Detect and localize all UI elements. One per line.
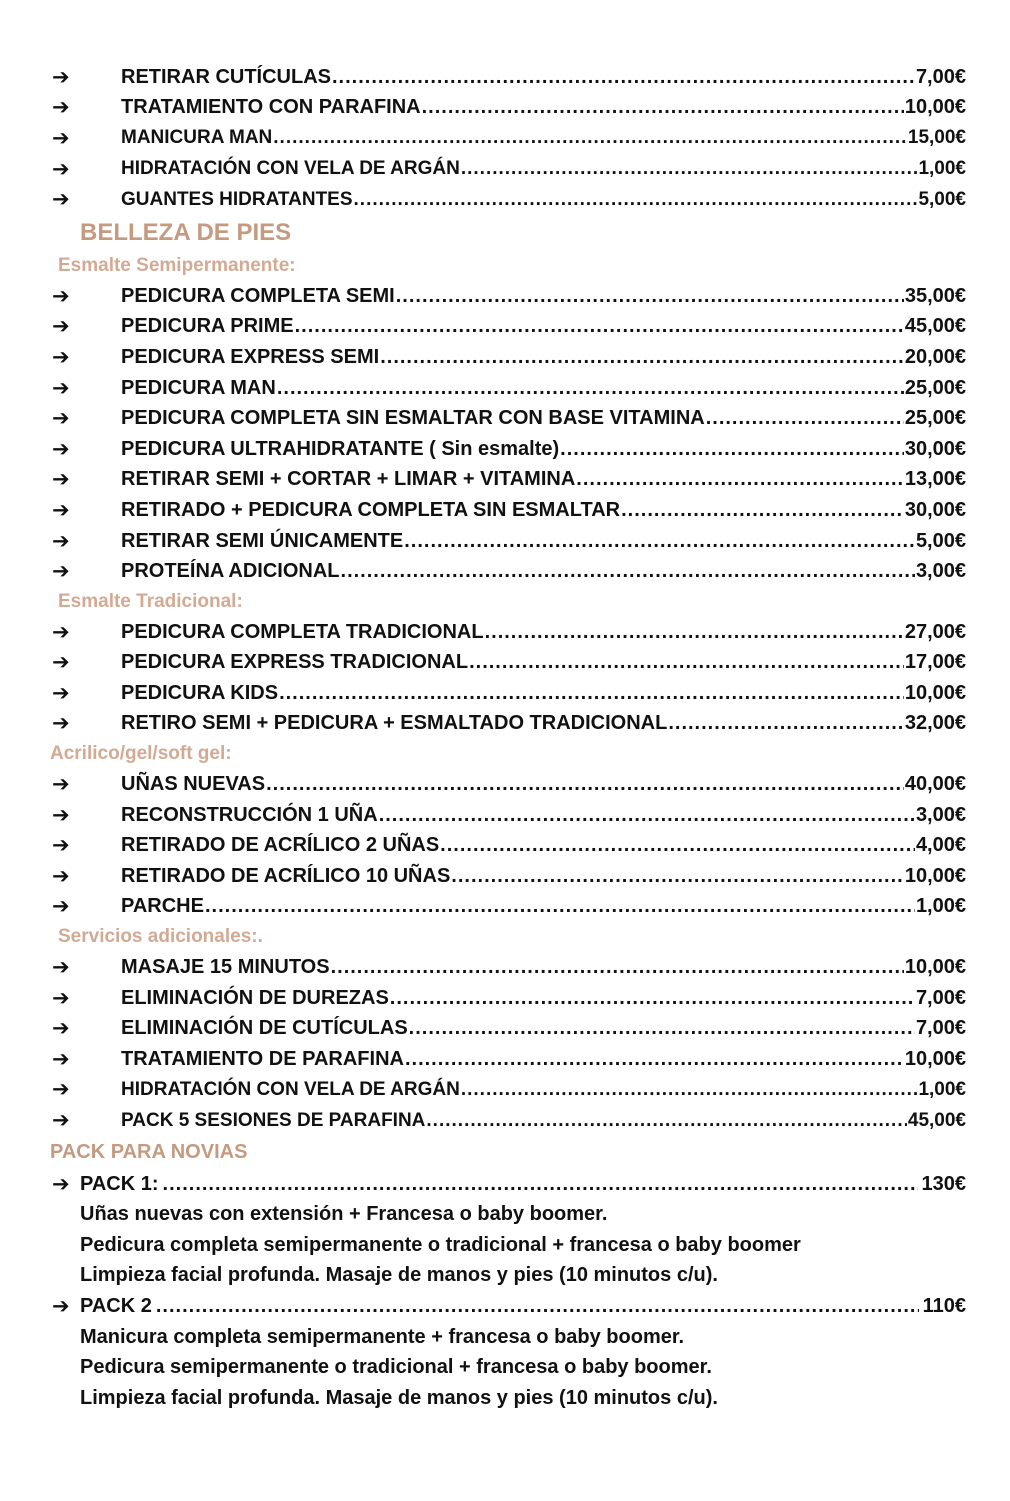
arrow-icon: ➔ — [52, 437, 70, 461]
service-price: 45,00€ — [904, 315, 966, 338]
pack-row — [0, 1291, 1010, 1322]
dot-leader — [341, 560, 915, 583]
price-row-content — [121, 499, 966, 522]
price-row — [0, 342, 1010, 373]
service-price: 1,00€ — [918, 158, 966, 180]
service-price: 35,00€ — [904, 284, 966, 307]
service-price: 32,00€ — [904, 712, 966, 735]
subsection-title-semi: Esmalte Semipermanente: — [58, 254, 296, 276]
subsection-title-adicionales: Servicios adicionales:. — [58, 926, 263, 948]
price-row — [0, 678, 1010, 709]
dot-leader — [156, 1295, 919, 1318]
subsection-title-acrilico: Acrilico/gel/soft gel: — [50, 743, 232, 765]
dot-leader — [668, 712, 904, 735]
service-name: PEDICURA EXPRESS SEMI — [121, 345, 380, 368]
service-price: 25,00€ — [904, 407, 966, 430]
arrow-icon: ➔ — [52, 188, 70, 212]
service-price: 1,00€ — [915, 895, 966, 918]
service-price: 17,00€ — [904, 651, 966, 674]
service-price: 3,00€ — [915, 560, 966, 583]
dot-leader — [379, 804, 915, 827]
service-name: PEDICURA COMPLETA TRADICIONAL — [121, 620, 484, 643]
price-row-content — [121, 1017, 966, 1040]
price-row — [0, 983, 1010, 1014]
dot-leader — [163, 1173, 918, 1196]
service-price: 13,00€ — [904, 468, 966, 491]
price-row — [0, 373, 1010, 404]
service-name: GUANTES HIDRATANTES — [121, 188, 353, 210]
pack-description-line: Pedicura semipermanente o tradicional + francesa o baby boomer. — [80, 1356, 712, 1379]
pack-description-line: Limpieza facial profunda. Masaje de manos y pies (10 minutos c/u). — [80, 1264, 718, 1287]
price-row — [0, 62, 1010, 93]
service-name: UÑAS NUEVAS — [121, 773, 266, 796]
dot-leader — [461, 158, 918, 180]
service-price: 30,00€ — [904, 498, 966, 521]
price-row — [0, 434, 1010, 465]
price-row-content — [121, 96, 966, 119]
arrow-icon: ➔ — [52, 620, 70, 644]
service-price: 10,00€ — [904, 681, 966, 704]
arrow-icon: ➔ — [52, 681, 70, 705]
arrow-icon: ➔ — [52, 1172, 70, 1196]
dot-leader — [354, 189, 918, 211]
service-price: 4,00€ — [915, 834, 966, 857]
arrow-icon: ➔ — [52, 157, 70, 181]
price-row-content — [121, 773, 966, 796]
service-price: 40,00€ — [904, 773, 966, 796]
dot-leader — [405, 1048, 904, 1071]
service-name: MASAJE 15 MINUTOS — [121, 956, 330, 979]
price-row — [0, 1044, 1010, 1075]
service-name: ELIMINACIÓN DE CUTÍCULAS — [121, 1017, 408, 1040]
price-row-content — [121, 682, 966, 705]
arrow-icon: ➔ — [52, 284, 70, 308]
arrow-icon: ➔ — [52, 498, 70, 522]
dot-leader — [390, 987, 915, 1010]
dot-leader — [706, 407, 904, 430]
dot-leader — [451, 865, 904, 888]
dot-leader — [279, 682, 904, 705]
service-price: 7,00€ — [915, 65, 966, 88]
service-price: 10,00€ — [904, 1047, 966, 1070]
price-row-content — [121, 285, 966, 308]
arrow-icon: ➔ — [52, 65, 70, 89]
service-name: PEDICURA COMPLETA SEMI — [121, 284, 395, 307]
price-row — [0, 830, 1010, 861]
price-row — [0, 617, 1010, 648]
arrow-icon: ➔ — [52, 1294, 70, 1318]
manicure-list — [0, 62, 1010, 215]
arrow-icon: ➔ — [52, 956, 70, 980]
dot-leader — [332, 66, 915, 89]
arrow-icon: ➔ — [52, 529, 70, 553]
pack-price: 130€ — [921, 1172, 966, 1195]
pack-description-line: Pedicura completa semipermanente o tradicional + francesa o baby boomer — [80, 1233, 801, 1256]
service-price: 45,00€ — [907, 1109, 966, 1131]
section-title-novias: PACK PARA NOVIAS — [50, 1140, 248, 1163]
dot-leader — [560, 438, 904, 461]
arrow-icon: ➔ — [52, 1047, 70, 1071]
novias-list — [0, 1169, 1010, 1414]
price-row — [0, 312, 1010, 343]
price-row — [0, 861, 1010, 892]
price-row — [0, 769, 1010, 800]
price-row-content — [121, 865, 966, 888]
service-name: HIDRATACIÓN CON VELA DE ARGÁN — [121, 1078, 460, 1100]
price-row-content — [121, 1110, 966, 1132]
price-row — [0, 1013, 1010, 1044]
service-name: PROTEÍNA ADICIONAL — [121, 560, 340, 583]
arrow-icon: ➔ — [52, 895, 70, 919]
dot-leader — [273, 127, 907, 149]
service-name: RETIRO SEMI + PEDICURA + ESMALTADO TRADICIONAL — [121, 712, 668, 735]
price-row-content — [121, 1048, 966, 1071]
price-row — [0, 1105, 1010, 1136]
price-row-content — [121, 407, 966, 430]
dot-leader — [440, 834, 915, 857]
price-row-content — [121, 712, 966, 735]
price-list — [0, 62, 1010, 1414]
price-row-content — [121, 621, 966, 644]
price-row-content — [121, 987, 966, 1010]
dot-leader — [409, 1017, 915, 1040]
service-price: 7,00€ — [915, 1017, 966, 1040]
arrow-icon: ➔ — [52, 376, 70, 400]
service-name: PEDICURA EXPRESS TRADICIONAL — [121, 651, 469, 674]
arrow-icon: ➔ — [52, 803, 70, 827]
service-name: PACK 5 SESIONES DE PARAFINA — [121, 1109, 426, 1131]
price-row — [0, 403, 1010, 434]
arrow-icon: ➔ — [52, 126, 70, 150]
price-row-content — [121, 189, 966, 211]
price-row-content — [121, 530, 966, 553]
service-name: RETIRADO DE ACRÍLICO 2 UÑAS — [121, 834, 440, 857]
arrow-icon: ➔ — [52, 1109, 70, 1133]
service-name: HIDRATACIÓN CON VELA DE ARGÁN — [121, 158, 460, 180]
arrow-icon: ➔ — [52, 834, 70, 858]
price-row-content — [121, 377, 966, 400]
pack-description-line: Uñas nuevas con extensión + Francesa o baby boomer. — [80, 1203, 608, 1226]
service-price: 20,00€ — [904, 345, 966, 368]
service-name: RETIRADO + PEDICURA COMPLETA SIN ESMALTAR — [121, 498, 621, 521]
dot-leader — [331, 956, 904, 979]
dot-leader — [404, 530, 915, 553]
service-name: TRATAMIENTO CON PARAFINA — [121, 96, 421, 119]
dot-leader — [277, 377, 904, 400]
arrow-icon: ➔ — [52, 560, 70, 584]
price-row — [0, 465, 1010, 496]
arrow-icon: ➔ — [52, 864, 70, 888]
service-name: RETIRAR SEMI + CORTAR + LIMAR + VITAMINA — [121, 468, 576, 491]
service-price: 27,00€ — [904, 620, 966, 643]
pack-row — [0, 1169, 1010, 1200]
service-name: ELIMINACIÓN DE DUREZAS — [121, 986, 389, 1009]
arrow-icon: ➔ — [52, 468, 70, 492]
arrow-icon: ➔ — [52, 651, 70, 675]
dot-leader — [576, 468, 904, 491]
service-name: PARCHE — [121, 895, 204, 918]
dot-leader — [485, 621, 904, 644]
price-row-content — [121, 468, 966, 491]
service-price: 5,00€ — [915, 529, 966, 552]
price-row — [0, 556, 1010, 587]
service-price: 7,00€ — [915, 986, 966, 1009]
price-row — [0, 93, 1010, 124]
service-name: PEDICURA ULTRAHIDRATANTE ( Sin esmalte) — [121, 437, 560, 460]
service-price: 25,00€ — [904, 376, 966, 399]
service-name: MANICURA MAN — [121, 127, 273, 149]
pack-description-line: Limpieza facial profunda. Masaje de manos y pies (10 minutos c/u). — [80, 1386, 718, 1409]
service-price: 30,00€ — [904, 437, 966, 460]
arrow-icon: ➔ — [52, 96, 70, 120]
price-row-content — [121, 346, 966, 369]
price-row-content — [121, 560, 966, 583]
service-name: PEDICURA PRIME — [121, 315, 294, 338]
price-row-content — [121, 651, 966, 674]
service-name: PEDICURA COMPLETA SIN ESMALTAR CON BASE VITAMINA — [121, 407, 705, 430]
pack-description-line: Manicura completa semipermanente + francesa o baby boomer. — [80, 1325, 685, 1348]
price-row — [0, 1075, 1010, 1106]
dot-leader — [205, 895, 915, 918]
acrilico-list — [0, 769, 1010, 922]
price-row-content — [121, 1079, 966, 1101]
service-name: PEDICURA MAN — [121, 376, 276, 399]
price-row-content — [121, 895, 966, 918]
section-title-pies: BELLEZA DE PIES — [80, 218, 292, 246]
service-price: 10,00€ — [904, 864, 966, 887]
arrow-icon: ➔ — [52, 345, 70, 369]
pack-name: PACK 2 — [80, 1294, 152, 1317]
service-price: 15,00€ — [907, 127, 966, 149]
service-name: RETIRAR SEMI ÚNICAMENTE — [121, 529, 404, 552]
price-row — [0, 526, 1010, 557]
semi-list — [0, 281, 1010, 587]
pack-price: 110€ — [922, 1294, 966, 1317]
service-name: TRATAMIENTO DE PARAFINA — [121, 1047, 404, 1070]
dot-leader — [469, 651, 904, 674]
pack-row-content — [80, 1295, 966, 1318]
price-row — [0, 648, 1010, 679]
pack-row-content — [80, 1173, 966, 1196]
arrow-icon: ➔ — [52, 407, 70, 431]
price-row-content — [121, 158, 966, 180]
arrow-icon: ➔ — [52, 315, 70, 339]
arrow-icon: ➔ — [52, 773, 70, 797]
price-row-content — [121, 956, 966, 979]
price-row — [0, 123, 1010, 154]
service-price: 10,00€ — [904, 96, 966, 119]
price-row-content — [121, 804, 966, 827]
dot-leader — [422, 96, 904, 119]
price-row-content — [121, 315, 966, 338]
price-row-content — [121, 834, 966, 857]
arrow-icon: ➔ — [52, 712, 70, 736]
price-row — [0, 800, 1010, 831]
dot-leader — [426, 1110, 906, 1132]
price-row-content — [121, 438, 966, 461]
arrow-icon: ➔ — [52, 986, 70, 1010]
arrow-icon: ➔ — [52, 1078, 70, 1102]
price-row — [0, 495, 1010, 526]
price-row — [0, 281, 1010, 312]
service-name: RETIRAR CUTÍCULAS — [121, 65, 331, 88]
service-price: 10,00€ — [904, 956, 966, 979]
price-row-content — [121, 66, 966, 89]
arrow-icon: ➔ — [52, 1017, 70, 1041]
price-row — [0, 709, 1010, 740]
dot-leader — [396, 285, 904, 308]
price-row — [0, 952, 1010, 983]
dot-leader — [295, 315, 904, 338]
price-row — [0, 154, 1010, 185]
service-name: PEDICURA KIDS — [121, 681, 279, 704]
price-row-content — [121, 127, 966, 149]
pack-name: PACK 1: — [80, 1172, 159, 1195]
dot-leader — [461, 1079, 918, 1101]
service-price: 3,00€ — [915, 803, 966, 826]
price-row — [0, 892, 1010, 923]
price-row — [0, 184, 1010, 215]
subsection-title-tradicional: Esmalte Tradicional: — [58, 590, 243, 612]
tradicional-list — [0, 617, 1010, 739]
dot-leader — [266, 773, 904, 796]
adicionales-list — [0, 952, 1010, 1136]
dot-leader — [621, 499, 904, 522]
dot-leader — [380, 346, 904, 369]
service-price: 5,00€ — [918, 188, 966, 210]
service-name: RECONSTRUCCIÓN 1 UÑA — [121, 803, 378, 826]
service-name: RETIRADO DE ACRÍLICO 10 UÑAS — [121, 864, 451, 887]
service-price: 1,00€ — [918, 1078, 966, 1100]
